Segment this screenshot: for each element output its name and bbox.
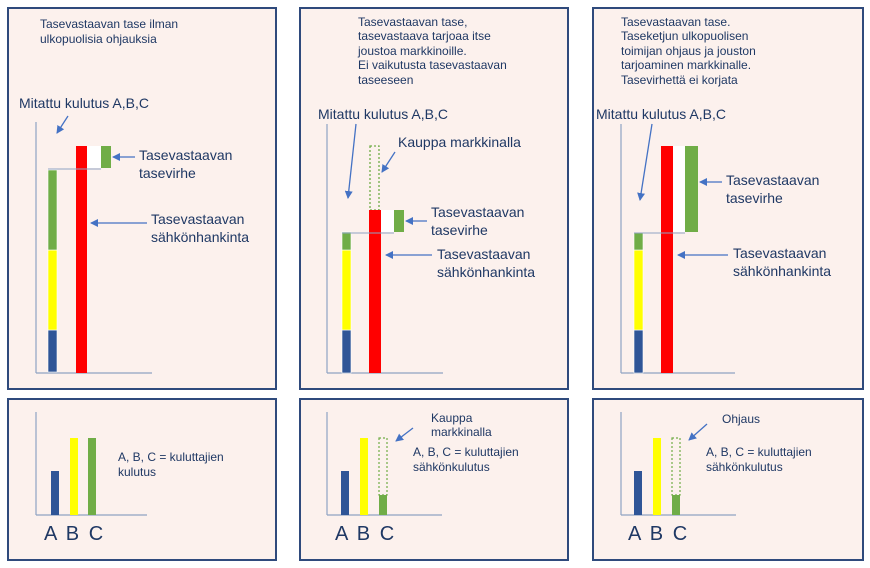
panel5-legend: A, B, C = kuluttajien sähkönkulutus: [413, 445, 519, 474]
panel4-legend: A, B, C = kuluttajien kulutus: [118, 450, 224, 479]
panel4-bar-a: [51, 471, 59, 515]
panel6-bar-c-controlled: [672, 438, 680, 495]
panel3-bar-imbalance-gap: [673, 146, 685, 232]
panel5-bar-b: [360, 438, 368, 515]
panel2-imbalance-label: Tasevastaavan tasevirhe: [431, 204, 525, 238]
panel2-market-label: Kauppa markkinalla: [398, 134, 521, 150]
panel3-bar-procurement: [661, 146, 673, 373]
panel1-bar-imbalance: [101, 146, 111, 168]
panel3-measured-label: Mitattu kulutus A,B,C: [596, 106, 726, 122]
panel2-bar-consumer-c: [342, 232, 351, 250]
panel5-arrow-market: [396, 428, 413, 441]
panel3-bar-consumer-a: [634, 330, 643, 373]
panel3-bar-imbalance: [685, 146, 698, 232]
panel3-bar-consumer-b: [634, 250, 643, 330]
panel6-bar-c: [672, 495, 680, 515]
panel1-bar-consumer-b: [48, 250, 57, 330]
panel1-bar-procurement: [76, 146, 87, 373]
panel3-arrow-measured: [640, 124, 652, 200]
panel2-bar-imbalance: [394, 210, 404, 232]
panel6-category-labels: A B C: [628, 523, 690, 545]
panel5-bar-c-traded: [379, 438, 387, 495]
panel2-bar-consumer-b: [342, 250, 351, 330]
panel1-arrow-measured: [57, 116, 68, 133]
panel2-bar-procurement: [369, 210, 381, 373]
panel2-arrow-market: [382, 152, 395, 172]
panel2-bar-imbalance-gap: [381, 210, 394, 232]
panel1-bar-consumer-a: [48, 330, 57, 372]
panel1-procurement-label: Tasevastaavan sähkönhankinta: [151, 211, 250, 245]
panel3-bar-consumer-c: [634, 233, 643, 250]
panel4-bar-b: [70, 438, 78, 515]
panel3-imbalance-label: Tasevastaavan tasevirhe: [726, 172, 820, 206]
panel3-title: Tasevastaavan tase. Taseketjun ulkopuolisen toimijan ohjaus ja jouston tarjoaminen markkinalle. Tasevirhettä ei korjata: [621, 15, 756, 87]
panel4-bar-c: [88, 438, 96, 515]
panel5-market-label: Kauppa markkinalla: [431, 411, 492, 439]
panel6-bar-b: [653, 438, 661, 515]
panel2-measured-label: Mitattu kulutus A,B,C: [318, 106, 448, 122]
panel5-bar-a: [341, 471, 349, 515]
panel6-control-label: Ohjaus: [722, 412, 761, 426]
panel1-measured-label: Mitattu kulutus A,B,C: [19, 95, 149, 111]
panel6-legend: A, B, C = kuluttajien sähkönkulutus: [706, 445, 812, 474]
panel2-bar-consumer-a: [342, 330, 351, 373]
panel1-title: Tasevastaavan tase ilman ulkopuolisia ohjauksia: [40, 17, 179, 46]
panel6-bar-a: [634, 471, 642, 515]
panel5-bar-c: [379, 495, 387, 515]
panel2-title: Tasevastaavan tase, tasevastaava tarjoaa itse joustoa markkinoille. Ei vaikutusta tasevastaavan taseeseen: [358, 15, 507, 87]
panel2-bar-market-trade: [370, 146, 379, 210]
panel5-category-labels: A B C: [335, 523, 397, 545]
panel1-imbalance-label: Tasevastaavan tasevirhe: [139, 147, 233, 181]
panel2-arrow-measured: [348, 124, 356, 198]
panel1-bar-consumer-c: [48, 170, 57, 250]
panel3-procurement-label: Tasevastaavan sähkönhankinta: [733, 245, 832, 279]
panel2-procurement-label: Tasevastaavan sähkönhankinta: [437, 246, 536, 280]
panel6-arrow-control: [689, 424, 707, 440]
panel1-bar-imbalance-gap: [87, 146, 101, 168]
panel4-category-labels: A B C: [44, 523, 106, 545]
